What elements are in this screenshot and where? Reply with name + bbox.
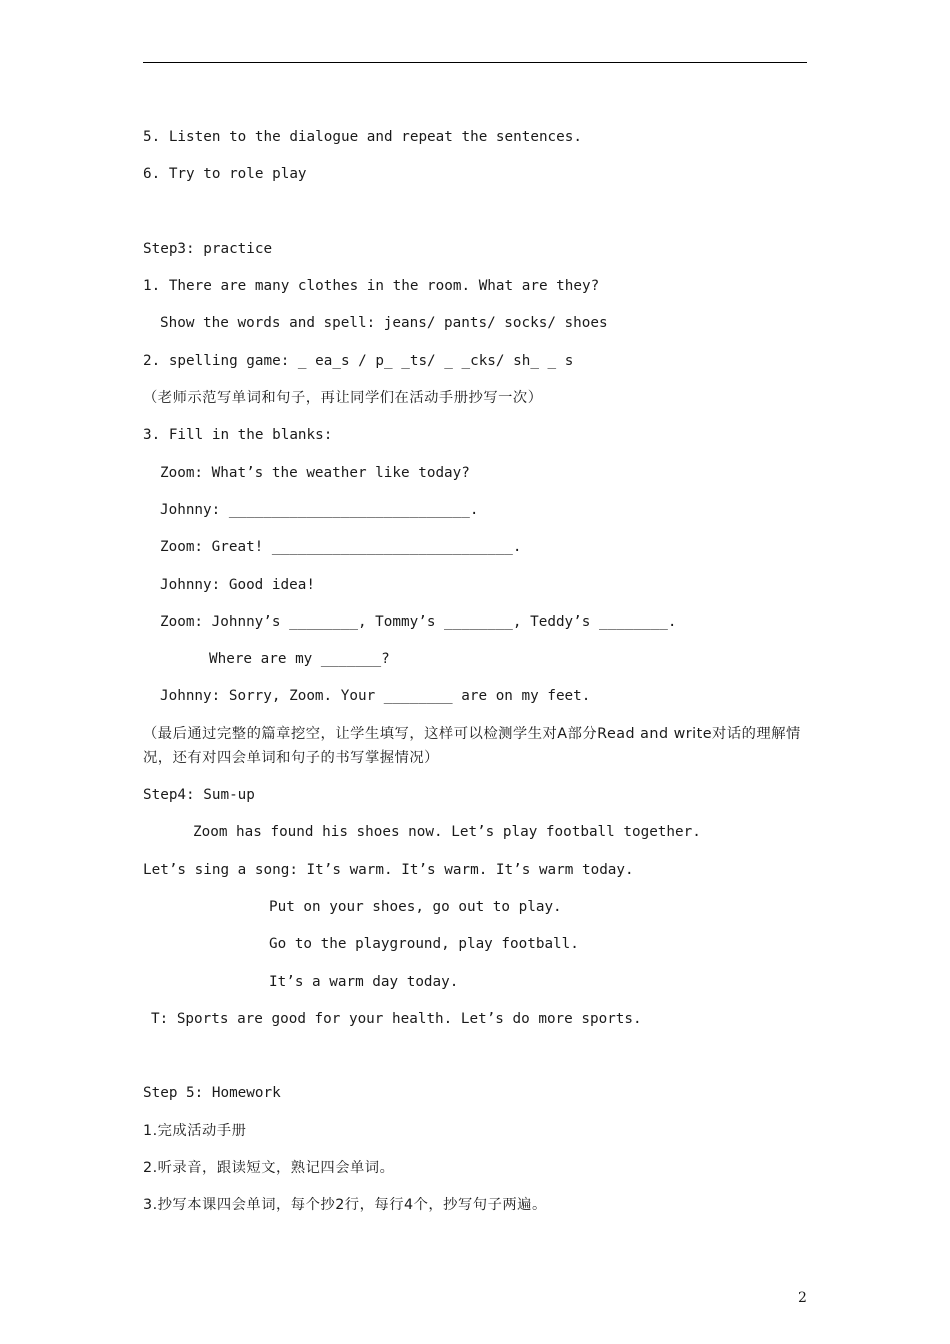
song-line: Put on your shoes, go out to play. bbox=[269, 898, 562, 915]
song-intro: Let’s sing a song: It’s warm. It’s warm. It’s warm today. bbox=[143, 861, 634, 878]
song-line: It’s a warm day today. bbox=[269, 973, 459, 990]
dialogue-line: Where are my _______? bbox=[209, 651, 390, 668]
practice-item-2: 2. spelling game: _ ea_s / p_ _ts/ _ _cks/ sh_ _ s bbox=[143, 352, 574, 369]
dialogue-line: Johnny: Sorry, Zoom. Your ________ are on my feet. bbox=[160, 688, 591, 705]
step2-item-5: 5. Listen to the dialogue and repeat the sentences. bbox=[143, 129, 582, 145]
practice-words: Show the words and spell: jeans/ pants/ socks/ shoes bbox=[160, 315, 608, 332]
dialogue-line: Zoom: What’s the weather like today? bbox=[160, 464, 470, 481]
spacer bbox=[143, 1044, 811, 1081]
practice-item-3: 3. Fill in the blanks: bbox=[143, 427, 333, 444]
document-body bbox=[143, 125, 811, 1231]
step5-heading: Step 5: Homework bbox=[143, 1085, 281, 1102]
dialogue-line: Johnny: ____________________________. bbox=[160, 501, 479, 518]
practice-item-1: 1. There are many clothes in the room. What are they? bbox=[143, 278, 600, 295]
step3-heading: Step3: practice bbox=[143, 240, 273, 257]
song-line: Go to the playground, play football. bbox=[269, 936, 579, 953]
dialogue-line: Zoom: Great! ____________________________. bbox=[160, 539, 522, 556]
step4-heading: Step4: Sum-up bbox=[143, 787, 255, 804]
dialogue-line: Johnny: Good idea! bbox=[160, 576, 315, 593]
homework-item-2: 2.听录音，跟读短文，熟记四会单词。 bbox=[143, 1160, 395, 1177]
homework-item-1: 1.完成活动手册 bbox=[143, 1122, 247, 1139]
teacher-note-2: （最后通过完整的篇章挖空，让学生填写，这样可以检测学生对A部分Read and write对话的理解情况，还有对四会单词和句子的书写掌握情况） bbox=[143, 725, 801, 766]
page-number: 2 bbox=[798, 1290, 807, 1306]
header-rule bbox=[143, 62, 807, 63]
teacher-note-1: （老师示范写单词和句子，再让同学们在活动手册抄写一次） bbox=[143, 390, 543, 407]
dialogue-line: Zoom: Johnny’s ________, Tommy’s ________, Teddy’s ________. bbox=[160, 613, 677, 630]
homework-item-3: 3.抄写本课四会单词，每个抄2行，每行4个，抄写句子两遍。 bbox=[143, 1197, 547, 1214]
teacher-line: T: Sports are good for your health. Let’s do more sports. bbox=[151, 1010, 642, 1027]
sumup-text: Zoom has found his shoes now. Let’s play football together. bbox=[193, 824, 701, 841]
spacer bbox=[143, 200, 811, 237]
step2-item-6: 6. Try to role play bbox=[143, 166, 307, 183]
